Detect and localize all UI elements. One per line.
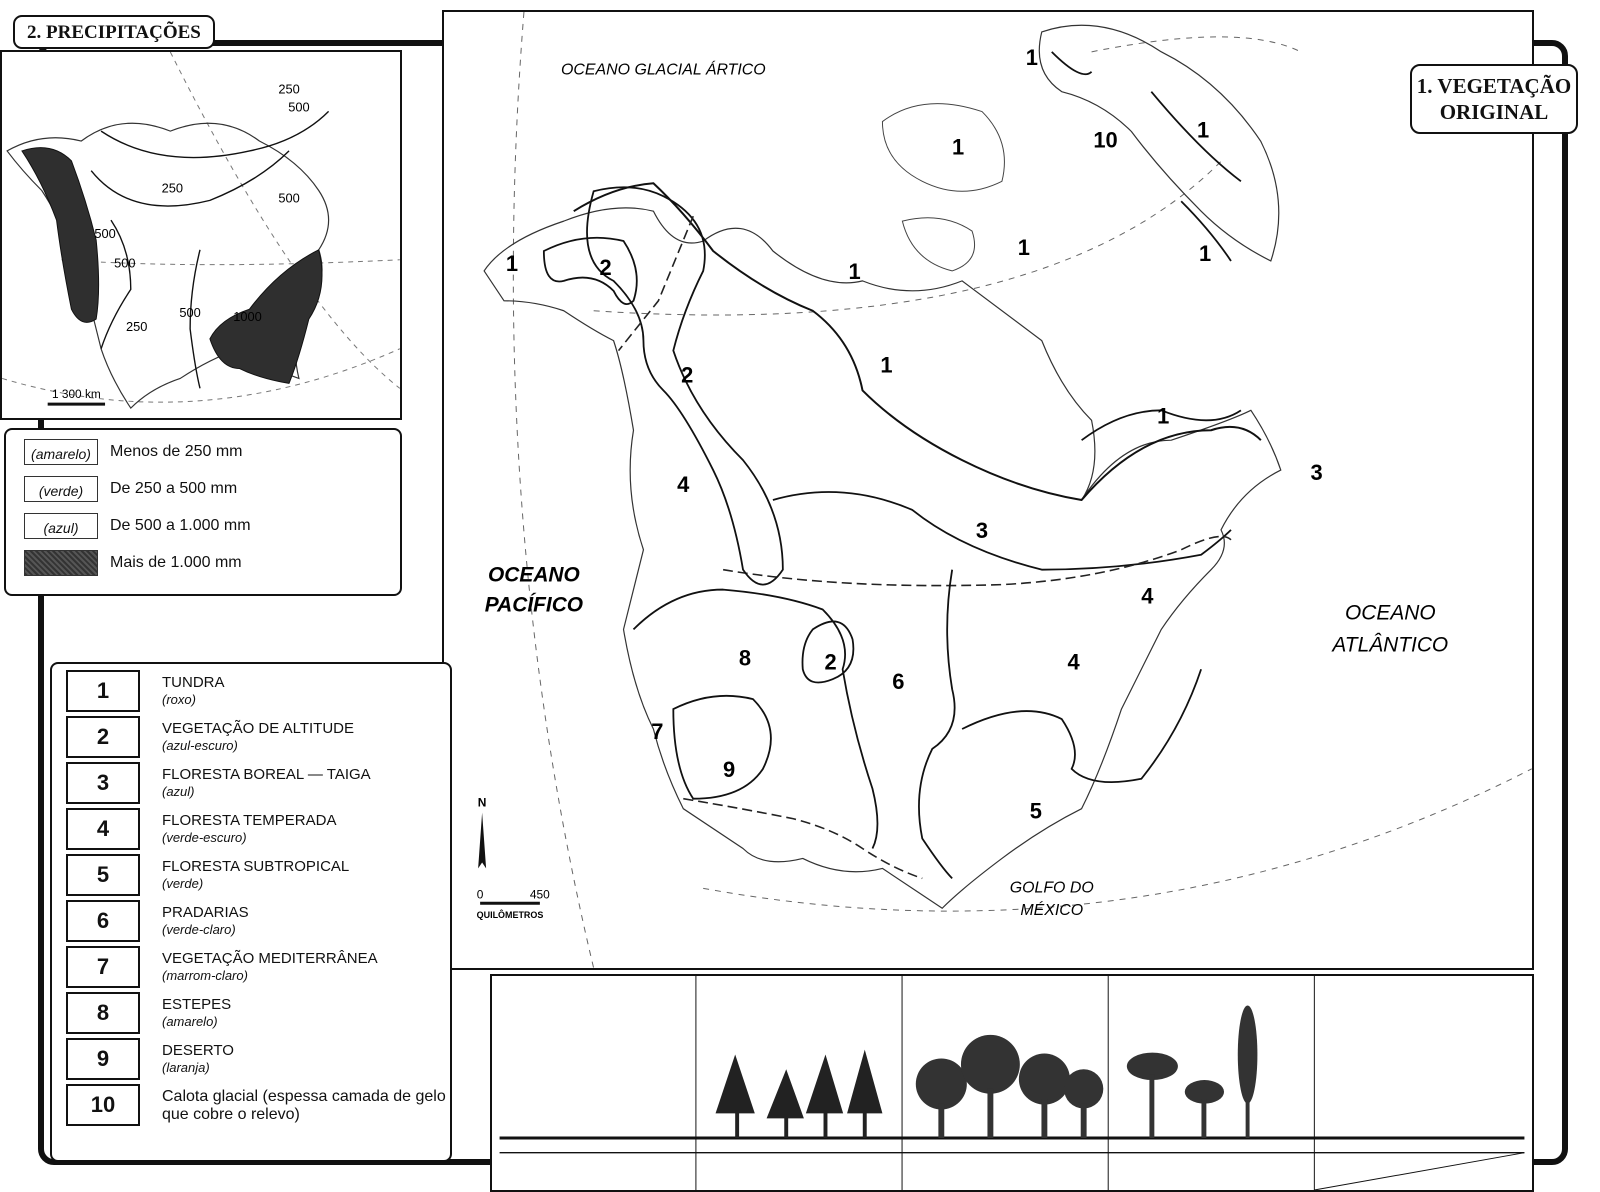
north-label: N — [477, 795, 487, 810]
region-number: 4 — [1141, 583, 1154, 609]
region-number: 1 — [952, 134, 965, 160]
precip-legend-label: De 250 a 500 mm — [110, 480, 238, 497]
veg-name: TUNDRA — [162, 674, 225, 691]
greenland-outline — [1039, 25, 1278, 261]
graticule-line — [703, 769, 1532, 911]
north-arrow — [478, 796, 487, 869]
veg-name: FLORESTA BOREAL — TAIGA — [162, 766, 371, 783]
tree-trunk — [1149, 1074, 1154, 1138]
veg-name: VEGETAÇÃO DE ALTITUDE — [162, 720, 354, 737]
cypress-tree — [1238, 1005, 1258, 1103]
region-number: 7 — [651, 718, 664, 744]
veg-color: (verde-escuro) — [162, 830, 247, 845]
region-number: 8 — [738, 645, 752, 671]
region-number: 2 — [681, 362, 694, 388]
veg-color: (azul-escuro) — [162, 738, 238, 753]
region-number: 4 — [677, 471, 690, 497]
atlantic-ocean-label-1: OCEANO — [1345, 601, 1436, 625]
veg-color: (laranja) — [162, 1060, 210, 1075]
north-arrow-icon — [478, 813, 486, 869]
veg-color: (roxo) — [162, 692, 196, 707]
veg-number: 9 — [66, 1038, 140, 1080]
veg-number: 3 — [66, 762, 140, 804]
veg-color: (amarelo) — [162, 1014, 218, 1029]
veg-name: FLORESTA SUBTROPICAL — [162, 858, 350, 875]
veg-name: DESERTO — [162, 1042, 234, 1059]
conifer-tree — [847, 1050, 882, 1138]
pacific-ocean-label-1: OCEANO — [488, 563, 580, 587]
scale-bar — [477, 887, 551, 920]
region-number: 1 — [1025, 44, 1038, 70]
veg-legend-row — [66, 762, 446, 806]
veg-legend-row — [66, 1084, 446, 1128]
isohyet-label: 250 — [278, 81, 300, 97]
region-number: 1 — [880, 352, 893, 378]
region-number: 1 — [848, 258, 861, 284]
precipitation-legend — [4, 428, 402, 596]
profile-svg — [492, 976, 1532, 1190]
deciduous-tree — [916, 1058, 967, 1109]
deciduous-tree — [1064, 1069, 1103, 1108]
veg-number: 6 — [66, 900, 140, 942]
isohyet-label: 500 — [278, 190, 300, 206]
deciduous-tree — [1019, 1054, 1070, 1105]
boundary-taiga-south-dashed — [723, 536, 1231, 585]
precip-legend-label: Menos de 250 mm — [110, 443, 243, 460]
veg-number: 5 — [66, 854, 140, 896]
veg-name: PRADARIAS — [162, 904, 249, 921]
boundary-desert — [673, 696, 771, 799]
scale-unit: QUILÔMETROS — [476, 910, 544, 921]
isohyet-label: 500 — [94, 225, 116, 241]
vegetation-map-title: 1. VEGETAÇÃO ORIGINAL — [1410, 64, 1578, 134]
boundary-steppes-prairies — [633, 590, 877, 849]
boundary-prairies-forest — [919, 570, 955, 879]
boundary-greenland-ice — [1052, 52, 1241, 261]
region-number: 5 — [1029, 798, 1042, 824]
veg-number: 8 — [66, 992, 140, 1034]
veg-legend-row — [66, 900, 446, 944]
tree-trunk — [1081, 1104, 1087, 1138]
tree-trunk — [1201, 1099, 1206, 1138]
region-number: 2 — [599, 254, 612, 280]
scale-start: 0 — [476, 887, 484, 902]
boundary-subtropical — [962, 669, 1201, 782]
inset-scale-label: 1 300 km — [51, 387, 101, 402]
precipitation-inset-map — [0, 50, 402, 420]
precip-legend-row — [24, 438, 243, 466]
isohyet-line — [91, 151, 289, 206]
veg-name: FLORESTA TEMPERADA — [162, 812, 337, 829]
veg-number: 1 — [66, 670, 140, 712]
veg-number: 7 — [66, 946, 140, 988]
precip-legend-row — [24, 549, 242, 577]
inset-map-svg — [2, 52, 400, 418]
boundary-taiga-south — [773, 492, 1231, 570]
boundary-tundra-taiga — [574, 183, 1261, 500]
graticule-line — [62, 260, 400, 265]
region-number: 10 — [1093, 127, 1118, 153]
scale-end: 450 — [529, 887, 550, 902]
graticule-line — [1092, 37, 1301, 52]
veg-color: (azul) — [162, 784, 195, 799]
vegetation-profile-strip — [490, 974, 1534, 1192]
region-number: 6 — [892, 669, 905, 695]
veg-color: (verde-claro) — [162, 922, 236, 937]
veg-number: 10 — [66, 1084, 140, 1126]
gulf-mexico-label-2: MÉXICO — [1020, 902, 1084, 920]
deciduous-tree — [961, 1035, 1020, 1094]
graticule-line — [513, 12, 593, 968]
veg-legend-row — [66, 808, 446, 852]
inset-wet-east — [210, 250, 322, 384]
vegetation-legend — [50, 662, 452, 1162]
precip-swatch: (amarelo) — [24, 439, 98, 465]
region-number: 3 — [975, 517, 989, 543]
conifer-tree — [767, 1069, 804, 1138]
isohyet-label: 1000 — [233, 309, 262, 325]
precip-legend-label: De 500 a 1.000 mm — [110, 517, 251, 534]
region-number: 3 — [1310, 460, 1323, 486]
veg-description: Calota glacial (espessa camada de gelo que cobre o relevo) — [162, 1088, 446, 1123]
veg-color: (verde) — [162, 876, 204, 891]
precip-legend-label: Mais de 1.000 mm — [110, 554, 242, 571]
tree-trunk — [938, 1104, 944, 1138]
region-number: 1 — [505, 250, 519, 276]
veg-legend-row — [66, 716, 446, 760]
isohyet-label: 500 — [179, 305, 201, 321]
isohyet-label: 250 — [125, 318, 148, 334]
boundary-us-mexico-dashed — [683, 799, 922, 879]
veg-legend-row — [66, 854, 446, 898]
isohyet-label: 500 — [114, 255, 136, 271]
conifer-trees — [716, 1050, 883, 1138]
conifer-tree — [716, 1055, 755, 1138]
tree-trunk — [1041, 1099, 1047, 1138]
arctic-ocean-label: OCEANO GLACIAL ÁRTICO — [561, 61, 766, 79]
veg-number: 2 — [66, 716, 140, 758]
arctic-islands-outline — [882, 104, 1004, 271]
isohyet-line — [101, 111, 329, 157]
deciduous-trees — [916, 1035, 1103, 1138]
region-number: 2 — [824, 649, 837, 675]
isohyet-label: 500 — [288, 99, 310, 115]
region-number: 1 — [1157, 403, 1170, 429]
precip-legend-row — [24, 512, 251, 540]
boundary-alaska-yukon-dashed — [619, 216, 694, 350]
pacific-ocean-label-2: PACÍFICO — [484, 593, 584, 617]
inset-wet-west-coast — [22, 148, 99, 323]
main-map-svg — [444, 12, 1532, 968]
veg-name: ESTEPES — [162, 996, 232, 1013]
graticule-line — [594, 161, 1221, 315]
profile-slope — [1314, 1153, 1524, 1190]
mediterranean-trees — [1127, 1005, 1258, 1138]
region-number: 1 — [1198, 240, 1212, 266]
isohyet-label: 250 — [161, 180, 184, 196]
precip-swatch: (verde) — [24, 476, 98, 502]
gulf-mexico-label-1: GOLFO DO — [1009, 879, 1094, 897]
precipitation-title: 2. PRECIPITAÇÕES — [13, 15, 215, 49]
veg-color: (marrom-claro) — [162, 968, 248, 983]
boundary-alaska-altitude — [544, 238, 637, 304]
main-vegetation-map — [442, 10, 1534, 970]
tree-trunk — [1246, 1099, 1250, 1138]
region-number: 1 — [1197, 117, 1210, 143]
veg-legend-row — [66, 670, 446, 714]
region-number: 4 — [1067, 649, 1080, 675]
tree-trunk — [987, 1089, 993, 1138]
precip-swatch: (azul) — [24, 513, 98, 539]
veg-name: VEGETAÇÃO MEDITERRÂNEA — [162, 950, 378, 967]
veg-legend-row — [66, 1038, 446, 1082]
precip-swatch-dark — [24, 550, 98, 576]
veg-legend-row — [66, 946, 446, 990]
atlantic-ocean-label-2: ATLÂNTICO — [1332, 633, 1449, 657]
region-number: 9 — [722, 756, 736, 782]
region-number: 1 — [1017, 234, 1030, 260]
veg-number: 4 — [66, 808, 140, 850]
continent-outline — [484, 208, 1281, 908]
veg-legend-row — [66, 992, 446, 1036]
precip-legend-row — [24, 475, 237, 503]
conifer-tree — [806, 1055, 843, 1138]
